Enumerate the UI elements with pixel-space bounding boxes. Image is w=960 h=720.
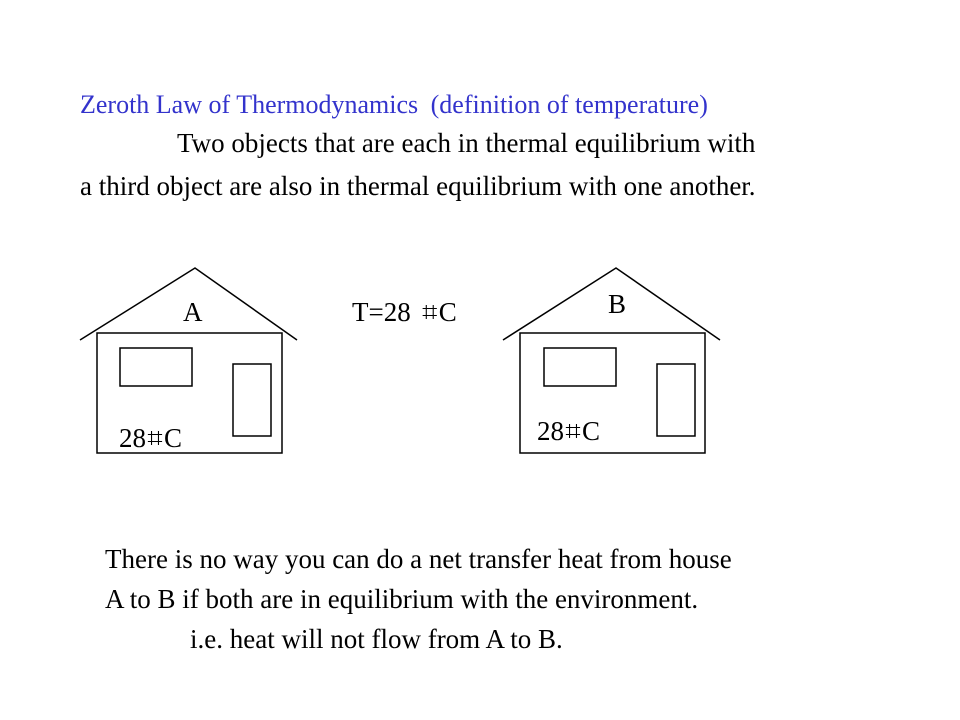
title-text: Zeroth Law of Thermodynamics xyxy=(80,90,419,119)
house-a-window xyxy=(120,348,192,386)
house-b-temp-unit: C xyxy=(582,416,601,446)
environment-temperature xyxy=(352,299,457,326)
degree-symbol-icon: ⌗ xyxy=(147,423,163,453)
conclusion-line-2: A to B if both are in equilibrium with the environment. xyxy=(105,584,699,614)
house-a-door xyxy=(233,364,271,436)
house-a-temperature xyxy=(119,425,182,452)
house-b-window xyxy=(544,348,616,386)
degree-symbol-icon: ⌗ xyxy=(565,416,581,446)
house-a-temp-value: 28 xyxy=(119,423,146,453)
house-a xyxy=(80,268,297,453)
house-b-temperature xyxy=(537,418,600,445)
environment-temp-value: T=28 xyxy=(352,297,411,327)
environment-temp-unit: C xyxy=(438,297,457,327)
house-a-temp-unit: C xyxy=(164,423,183,453)
conclusion-line-1: There is no way you can do a net transfer heat from house xyxy=(105,544,732,574)
conclusion-line-3: i.e. heat will not flow from A to B. xyxy=(190,624,563,654)
house-b-door xyxy=(657,364,695,436)
degree-symbol-icon: ⌗ xyxy=(422,297,438,327)
statement-line-1: Two objects that are each in thermal equilibrium with xyxy=(177,128,756,158)
house-b-label: B xyxy=(608,289,627,319)
house-a-label: A xyxy=(183,297,203,327)
house-b-temp-value: 28 xyxy=(537,416,564,446)
subtitle-text: (definition of temperature) xyxy=(430,90,708,119)
statement-line-2: a third object are also in thermal equilibrium with one another. xyxy=(80,171,756,201)
